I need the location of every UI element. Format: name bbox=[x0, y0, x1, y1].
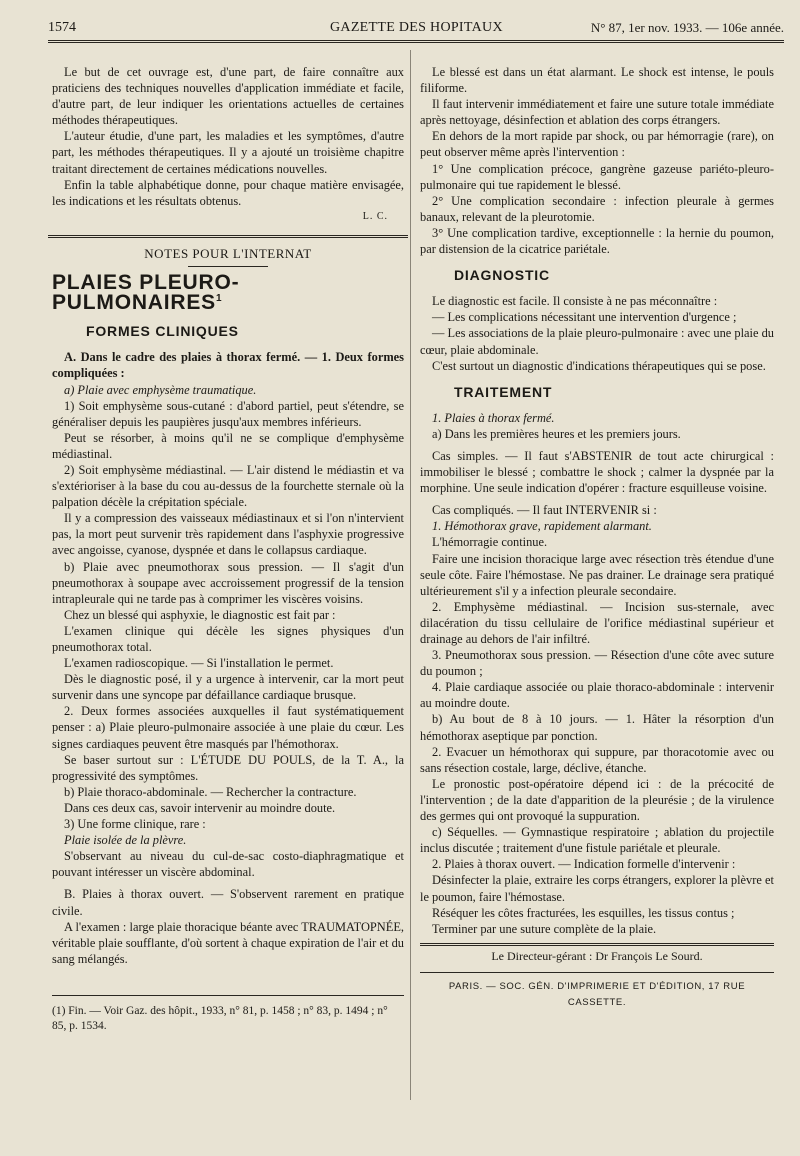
journal-title: GAZETTE DES HOPITAUX bbox=[330, 20, 503, 35]
page-number: 1574 bbox=[48, 20, 76, 35]
article-title-text: PLAIES PLEURO-PULMONAIRES bbox=[52, 271, 240, 315]
column-divider bbox=[410, 50, 411, 1100]
footnote-marker: 1 bbox=[215, 293, 223, 305]
paragraph: — Les complications nécessitant une intervention d'urgence ; bbox=[432, 310, 737, 325]
paragraph: Il y a compression des vaisseaux médiastinaux et si l'on n'intervient pas, la mort peut survenir très rapidement dans l'asphyxie progressive avec angoisse, cyanose, dyspnée et dans le collapsus cardiaque. bbox=[52, 511, 404, 558]
paragraph: Réséquer les côtes fracturées, les esquilles, les tissus contus ; bbox=[432, 905, 735, 920]
paragraph: Plaie isolée de la plèvre. bbox=[64, 833, 187, 848]
paragraph: B. Plaies à thorax ouvert. — S'observent rarement en pratique civile. bbox=[52, 887, 404, 918]
paragraph: 3) Une forme clinique, rare : bbox=[64, 817, 206, 832]
heading-rule bbox=[188, 266, 268, 267]
paragraph: 1. Hémothorax grave, rapidement alarmant. bbox=[432, 519, 652, 534]
paragraph: C'est surtout un diagnostic d'indications thérapeutiques qui se pose. bbox=[432, 358, 766, 373]
paragraph: Dès le diagnostic posé, il y a urgence à intervenir, car la mort peut survenir dans une syncope par défaillance cardiaque brusque. bbox=[52, 672, 404, 703]
paragraph: Peut se résorber, à moins qu'il ne se complique d'emphysème médiastinal. bbox=[52, 430, 404, 461]
paragraph: Faire une incision thoracique large avec résection très étendue d'une seule côte. Faire l'hémostase. Ne pas drainer. Le drainage sera pratiqué ultérieurement s'il y a infection pleurale secondaire. bbox=[420, 551, 774, 598]
paragraph: Cas simples. — Il faut s'ABSTENIR de tout acte chirurgical : immobiliser le blessé ; combattre le shock ; calmer la dyspnée par la morphine. Une seule indication d'opérer : fracture esquilleuse voisine. bbox=[420, 448, 774, 496]
paragraph: Chez un blessé qui asphyxie, le diagnostic est fait par : bbox=[64, 607, 336, 622]
paragraph: 1) Soit emphysème sous-cutané : d'abord partiel, peut s'étendre, se généraliser depuis les paupières jusqu'aux membres inférieurs. bbox=[52, 398, 404, 429]
paragraph: Le blessé est dans un état alarmant. Le shock est intense, le pouls filiforme. bbox=[420, 65, 774, 96]
right-column bbox=[420, 64, 774, 1011]
paragraph: b) Plaie avec pneumothorax sous pression. — Il s'agit d'un pneumothorax à soupape avec accroissement progressif de la tension intrapleurale qui ne tarde pas à comprimer les viscères voisins. bbox=[52, 559, 404, 606]
paragraph: Le pronostic post-opératoire dépend ici : de la précocité de l'intervention ; de la date d'apparition de la pleurésie ; de la virulence des germes qui ont provoqué la suppuration. bbox=[420, 776, 774, 824]
intro-paragraph: Le but de cet ouvrage est, d'une part, de faire connaître aux praticiens des techniques nouvelles d'application immédiate et facile, d'autre part, de leur indiquer les orientations actuelles de certaines méthodes thérapeutiques. bbox=[52, 65, 404, 128]
intro-paragraph: Enfin la table alphabétique donne, pour chaque matière envisagée, les indications et les résultats obtenus. bbox=[52, 177, 404, 208]
paragraph: 3° Une complication tardive, exceptionnelle : la hernie du poumon, par distension de la cicatrice pariétale. bbox=[420, 225, 774, 257]
footnote: (1) Fin. — Voir Gaz. des hôpit., 1933, n° 81, p. 1458 ; n° 83, p. 1494 ; n° 85, p. 1534. bbox=[52, 995, 404, 1034]
paragraph: Désinfecter la plaie, extraire les corps étrangers, explorer la plèvre et le poumon, faire l'hémostase. bbox=[420, 873, 774, 904]
paragraph: c) Séquelles. — Gymnastique respiratoire ; ablation du projectile inclus discutée ; traitement d'une fistule pariétale et pleurale. bbox=[420, 825, 774, 856]
paragraph: 2. Deux formes associées auxquelles il faut systématiquement penser : a) Plaie pleuro-pulmonaire associée à une plaie du cœur. Les signes cardiaques peuvent être masqués par l'hémothorax. bbox=[52, 704, 404, 751]
article-title bbox=[52, 271, 404, 315]
paragraph: A. Dans le cadre des plaies à thorax fermé. — 1. Deux formes compliquées : bbox=[52, 350, 404, 381]
paragraph: b) Au bout de 8 à 10 jours. — 1. Hâter la résorption d'un hémothorax aseptique par ponction. bbox=[420, 712, 774, 743]
director-line: Le Directeur-gérant : Dr François Le Sourd. bbox=[420, 943, 774, 964]
header-rule bbox=[48, 40, 784, 43]
paragraph: Dans ces deux cas, savoir intervenir au moindre doute. bbox=[64, 800, 336, 815]
paragraph: L'examen radioscopique. — Si l'installation le permet. bbox=[64, 656, 334, 671]
paragraph: 1. Plaies à thorax fermé. bbox=[432, 410, 555, 425]
paragraph: 2° Une complication secondaire : infection pleurale à germes banaux, relevant de la pleurotomie. bbox=[420, 193, 774, 224]
paragraph: Terminer par une suture complète de la plaie. bbox=[432, 921, 657, 936]
paragraph: 4. Plaie cardiaque associée ou plaie thoraco-abdominale : intervenir au moindre doute. bbox=[420, 680, 774, 711]
section-heading-formes: FORMES CLINIQUES bbox=[86, 323, 239, 340]
paragraph: Cas compliqués. — Il faut INTERVENIR si : bbox=[432, 503, 657, 518]
paragraph: S'observant au niveau du cul-de-sac costo-diaphragmatique et pouvant intéresser un viscère abdominal. bbox=[52, 849, 404, 880]
paragraph: Se baser surtout sur : L'ÉTUDE DU POULS, de la T. A., la progressivité des symptômes. bbox=[52, 752, 404, 783]
review-signature: L. C. bbox=[362, 210, 388, 222]
paragraph: a) Dans les premières heures et les premiers jours. bbox=[432, 426, 681, 441]
paragraph: En dehors de la mort rapide par shock, ou par hémorragie (rare), on peut observer même après l'intervention : bbox=[420, 129, 774, 160]
paragraph: 3. Pneumothorax sous pression. — Résection d'une côte avec suture du poumon ; bbox=[420, 648, 774, 679]
paragraph: 2. Plaies à thorax ouvert. — Indication formelle d'intervenir : bbox=[432, 857, 736, 872]
section-heading-traitement: TRAITEMENT bbox=[454, 383, 553, 400]
paragraph: Il faut intervenir immédiatement et faire une suture totale immédiate après nettoyage, désinfection et ablation des corps étrangers. bbox=[420, 97, 774, 128]
left-column bbox=[52, 64, 404, 1034]
section-heading-diagnostic: DIAGNOSTIC bbox=[454, 267, 550, 284]
paragraph: L'hémorragie continue. bbox=[432, 535, 548, 550]
paragraph: a) Plaie avec emphysème traumatique. bbox=[64, 382, 257, 397]
running-header bbox=[48, 18, 784, 38]
paragraph: 2. Evacuer un hémothorax qui suppure, par thoracotomie avec ou sans résection costale, large, déclive, étanche. bbox=[420, 744, 774, 775]
paragraph: 1° Une complication précoce, gangrène gazeuse pariéto-pleuro-pulmonaire qui tue rapidement le blessé. bbox=[420, 161, 774, 192]
section-separator bbox=[48, 235, 408, 238]
paragraph: 2) Soit emphysème médiastinal. — L'air distend le médiastin et va s'extérioriser à la base du cou au-dessus de la fourchette sternale où la palpation décèle la crépitation spéciale. bbox=[52, 462, 404, 510]
paragraph: Le diagnostic est facile. Il consiste à ne pas méconnaître : bbox=[432, 294, 718, 309]
paragraph: b) Plaie thoraco-abdominale. — Rechercher la contracture. bbox=[64, 784, 357, 799]
paragraph: — Les associations de la plaie pleuro-pulmonaire : avec une plaie du cœur, plaie abdominale. bbox=[420, 326, 774, 357]
notes-heading: NOTES POUR L'INTERNAT bbox=[144, 245, 312, 261]
paragraph: L'examen clinique qui décèle les signes physiques d'un pneumothorax total. bbox=[52, 623, 404, 654]
printer-line: PARIS. — SOC. GÉN. D'IMPRIMERIE ET D'ÉDITION, 17 RUE CASSETTE. bbox=[420, 972, 774, 1011]
paragraph: A l'examen : large plaie thoracique béante avec TRAUMATOPNÉE, véritable plaie soufflante, d'où sortent à chaque expiration de l'air et du sang mélangés. bbox=[52, 919, 404, 966]
paragraph: 2. Emphysème médiastinal. — Incision sus-sternale, avec dilacération du tissu cellulaire de l'orifice médiastinal supérieur et drainage au dehors de l'air infiltré. bbox=[420, 599, 774, 646]
issue-line: N° 87, 1er nov. 1933. — 106e année. bbox=[590, 20, 784, 35]
intro-paragraph: L'auteur étudie, d'une part, les maladies et les symptômes, d'autre part, les méthodes thérapeutiques. Il y a ajouté un troisième chapitre traitant directement de certaines médications nouvelles. bbox=[52, 129, 404, 176]
